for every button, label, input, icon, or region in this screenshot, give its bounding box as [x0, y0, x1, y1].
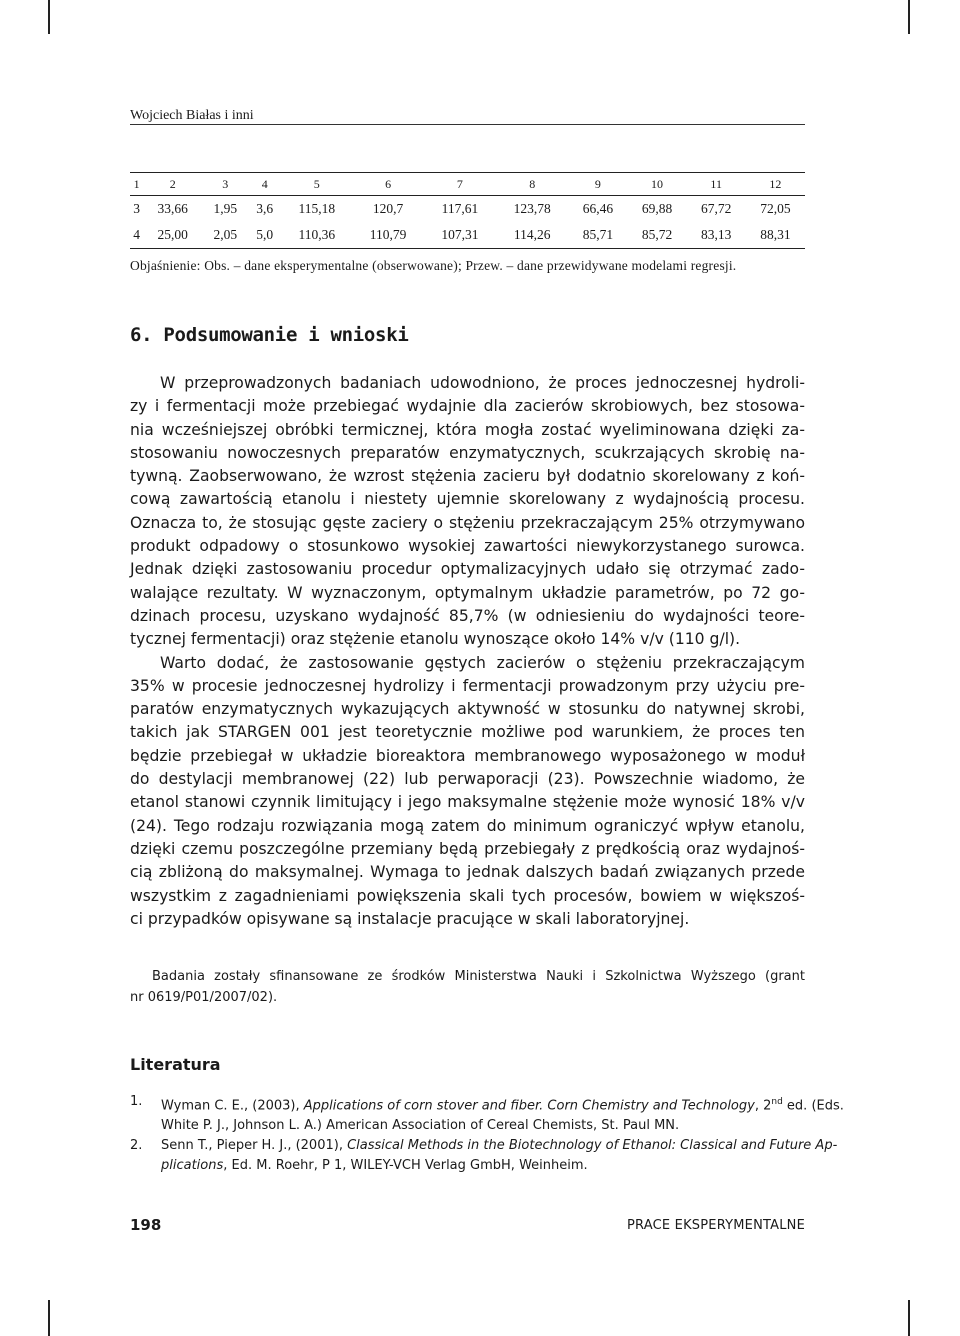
- column-header: 9: [568, 173, 627, 196]
- running-title: Wojciech Białas i inni: [130, 108, 254, 123]
- table-cell: 115,18: [298, 201, 336, 216]
- text-line: Warto dodać, że zastosowanie gęstych zacierów o stężeniu przekraczającym: [160, 653, 805, 672]
- crop-mark: [908, 1300, 910, 1336]
- reference-text: , 2: [754, 1098, 772, 1114]
- text-line: tycznej fermentacji) oraz stężenie etanolu wynoszące około 14% v/v (110 g/l).: [130, 630, 741, 649]
- text-line: cową zawartością etanolu i niestety ujemnie skorelowany z wydajnością procesu.: [130, 490, 805, 509]
- crop-mark: [908, 0, 910, 34]
- page-number: 198: [130, 1216, 162, 1234]
- table-cell: 25,00: [143, 222, 202, 249]
- table-cell: 3: [133, 201, 140, 216]
- table-row: [130, 196, 805, 223]
- column-header: 2: [143, 173, 202, 196]
- table-cell: 117,61: [441, 201, 479, 216]
- table-cell: 123,78: [513, 201, 551, 216]
- table-cell: 67,72: [700, 201, 732, 216]
- text-line: [161, 1156, 805, 1176]
- column-header: 7: [424, 173, 496, 196]
- text-line: produkt odpadowy o stosunkowo wysokiej zawartości niewykorzystanego surowca.: [130, 537, 805, 556]
- text-line: nia wcześniejszej obróbki termicznej, która mogła zostać wyeliminowana dzięki za-: [130, 420, 805, 439]
- section-heading: 6. Podsumowanie i wnioski: [130, 324, 409, 346]
- text-line: dzięki czemu poszczególne przemiany będą przebiegały z prędkością oraz wydajnoś-: [130, 839, 805, 858]
- body-text: [130, 372, 805, 931]
- text-line: Oznacza to, że stosując gęste zaciery o stężeniu przekraczającym 25% otrzymywano: [130, 513, 805, 532]
- table-cell: 114,26: [496, 222, 568, 249]
- text-line: do destylacji membranowej (22) lub perwaporacji (23). Powszechnie wiadomo, że: [130, 770, 805, 789]
- column-header: 3: [202, 173, 248, 196]
- column-header: 8: [496, 173, 568, 196]
- table-cell: 85,72: [627, 222, 686, 249]
- column-header: 1: [130, 173, 143, 196]
- table-cell: 120,7: [372, 201, 404, 216]
- reference-text: , Ed. M. Roehr, P 1, WILEY-VCH Verlag GmbH, Weinheim.: [223, 1158, 588, 1174]
- table-cell: 1,95: [213, 201, 238, 216]
- column-header: 5: [281, 173, 352, 196]
- text-line: tywną. Zaobserwowano, że wzrost stężenia zacieru był dodatnio skorelowany z koń-: [130, 467, 805, 486]
- text-line: [161, 1136, 838, 1156]
- section-label: PRACE EKSPERYMENTALNE: [627, 1218, 805, 1233]
- table-cell: 4: [130, 222, 143, 249]
- text-line: (24). Tego rodzaju rozwiązania mogą zatem do minimum ograniczyć wpływ etanolu,: [130, 816, 805, 835]
- reference-superscript: nd: [771, 1097, 783, 1107]
- column-header: 11: [687, 173, 746, 196]
- column-header: 10: [627, 173, 686, 196]
- reference-item: [130, 1136, 838, 1176]
- text-line: Badania zostały sfinansowane ze środków Ministerstwa Nauki i Szkolnictwa Wyższego (grant: [152, 969, 805, 984]
- reference-number: 1.: [130, 1094, 143, 1109]
- crop-mark: [48, 0, 50, 34]
- funding-note: [130, 966, 805, 1008]
- reference-authors: Wyman C. E., (2003),: [161, 1098, 304, 1114]
- column-header: 4: [248, 173, 281, 196]
- reference-item: [130, 1092, 844, 1136]
- paragraph: [130, 652, 805, 932]
- text-line: walające rezultaty. W wyznaczonym, optymalnym układzie parametrów, po 72 go-: [130, 583, 805, 602]
- table-cell: 33,66: [157, 201, 188, 216]
- text-line: nr 0619/P01/2007/02).: [130, 990, 278, 1005]
- reference-authors: Senn T., Pieper H. J., (2001),: [161, 1138, 348, 1154]
- text-line: dzinach procesu, uzyskano wydajność 85,7% (w odniesieniu do wydajności teore-: [130, 606, 805, 625]
- table-row: [130, 222, 805, 249]
- text-line: zy i fermentacji może przebiegać wydajnie dla zacierów skrobiowych, bez stosowa-: [130, 397, 805, 416]
- text-line: cią zbliżoną do maksymalnej. Wymaga to jednak dalszych badań związanych przede: [130, 863, 805, 882]
- reference-title: Applications of corn stover and fiber. Corn Chemistry and Technology: [303, 1098, 755, 1114]
- table-cell: 5,0: [248, 222, 281, 249]
- text-line: 35% w procesie jednoczesnej hydrolizy i fermentacji prowadzonym przy użyciu pre-: [130, 676, 805, 695]
- text-line: takich jak STARGEN 001 jest teoretycznie możliwe pod warunkiem, że proces ten: [130, 723, 805, 742]
- table-cell: 72,05: [760, 201, 791, 216]
- table-cell: 88,31: [746, 222, 805, 249]
- table-cell: 83,13: [687, 222, 746, 249]
- table-cell: 85,71: [568, 222, 627, 249]
- reference-title: plications: [161, 1158, 224, 1174]
- table-cell: 69,88: [641, 201, 673, 216]
- text-line: [161, 1092, 844, 1116]
- text-line: White P. J., Johnson L. A.) American Association of Cereal Chemists, St. Paul MN.: [161, 1118, 680, 1134]
- table-cell: 110,36: [281, 222, 352, 249]
- text-line: wszystkim z zagadnieniami powiększenia skali tych procesów, bowiem w większoś-: [130, 886, 805, 905]
- reference-number: 2.: [130, 1138, 143, 1154]
- literature-heading: Literatura: [130, 1055, 221, 1074]
- text-line: ci przypadków opisywane są instalacje pracujące w skali laboratoryjnej.: [130, 909, 690, 928]
- column-header: 12: [746, 173, 805, 196]
- crop-mark: [48, 1300, 50, 1336]
- table-header-row: [130, 173, 805, 196]
- text-line: Jednak dzięki zastosowaniu procedur optymalizacyjnych udało się otrzymać zado-: [130, 560, 805, 579]
- reference-title: Classical Methods in the Biotechnology of Ethanol: Classical and Future Ap-: [347, 1138, 838, 1154]
- table-note: Objaśnienie: Obs. – dane eksperymentalne (obserwowane); Przew. – dane przewidywane modelami regresji.: [130, 258, 737, 273]
- text-line: etanol stanowi czynnik limitujący i jego maksymalne stężenie może wynosić 18% v/v: [130, 793, 805, 812]
- table-cell: 107,31: [424, 222, 496, 249]
- text-line: paratów enzymatycznych wykazujących aktywność w stosunku do natywnej skrobi,: [130, 700, 805, 719]
- table-cell: 66,46: [582, 201, 614, 216]
- table-cell: 3,6: [256, 201, 274, 216]
- table-cell: 2,05: [202, 222, 248, 249]
- text-line: W przeprowadzonych badaniach udowodniono, że proces jednoczesnej hydroli-: [160, 374, 805, 392]
- data-table: [130, 172, 805, 249]
- column-header: 6: [352, 173, 423, 196]
- reference-text: ed. (Eds.: [782, 1098, 844, 1114]
- running-header: [130, 106, 805, 125]
- text-line: stosowaniu nowoczesnych preparatów enzymatycznych, scukrzających skrobię na-: [130, 443, 805, 462]
- reference-list: [130, 1092, 844, 1176]
- paragraph: [130, 372, 805, 652]
- text-line: będzie przebiegał w układzie bioreaktora membranowego wyposażonego w moduł: [130, 746, 805, 765]
- table-cell: 110,79: [352, 222, 423, 249]
